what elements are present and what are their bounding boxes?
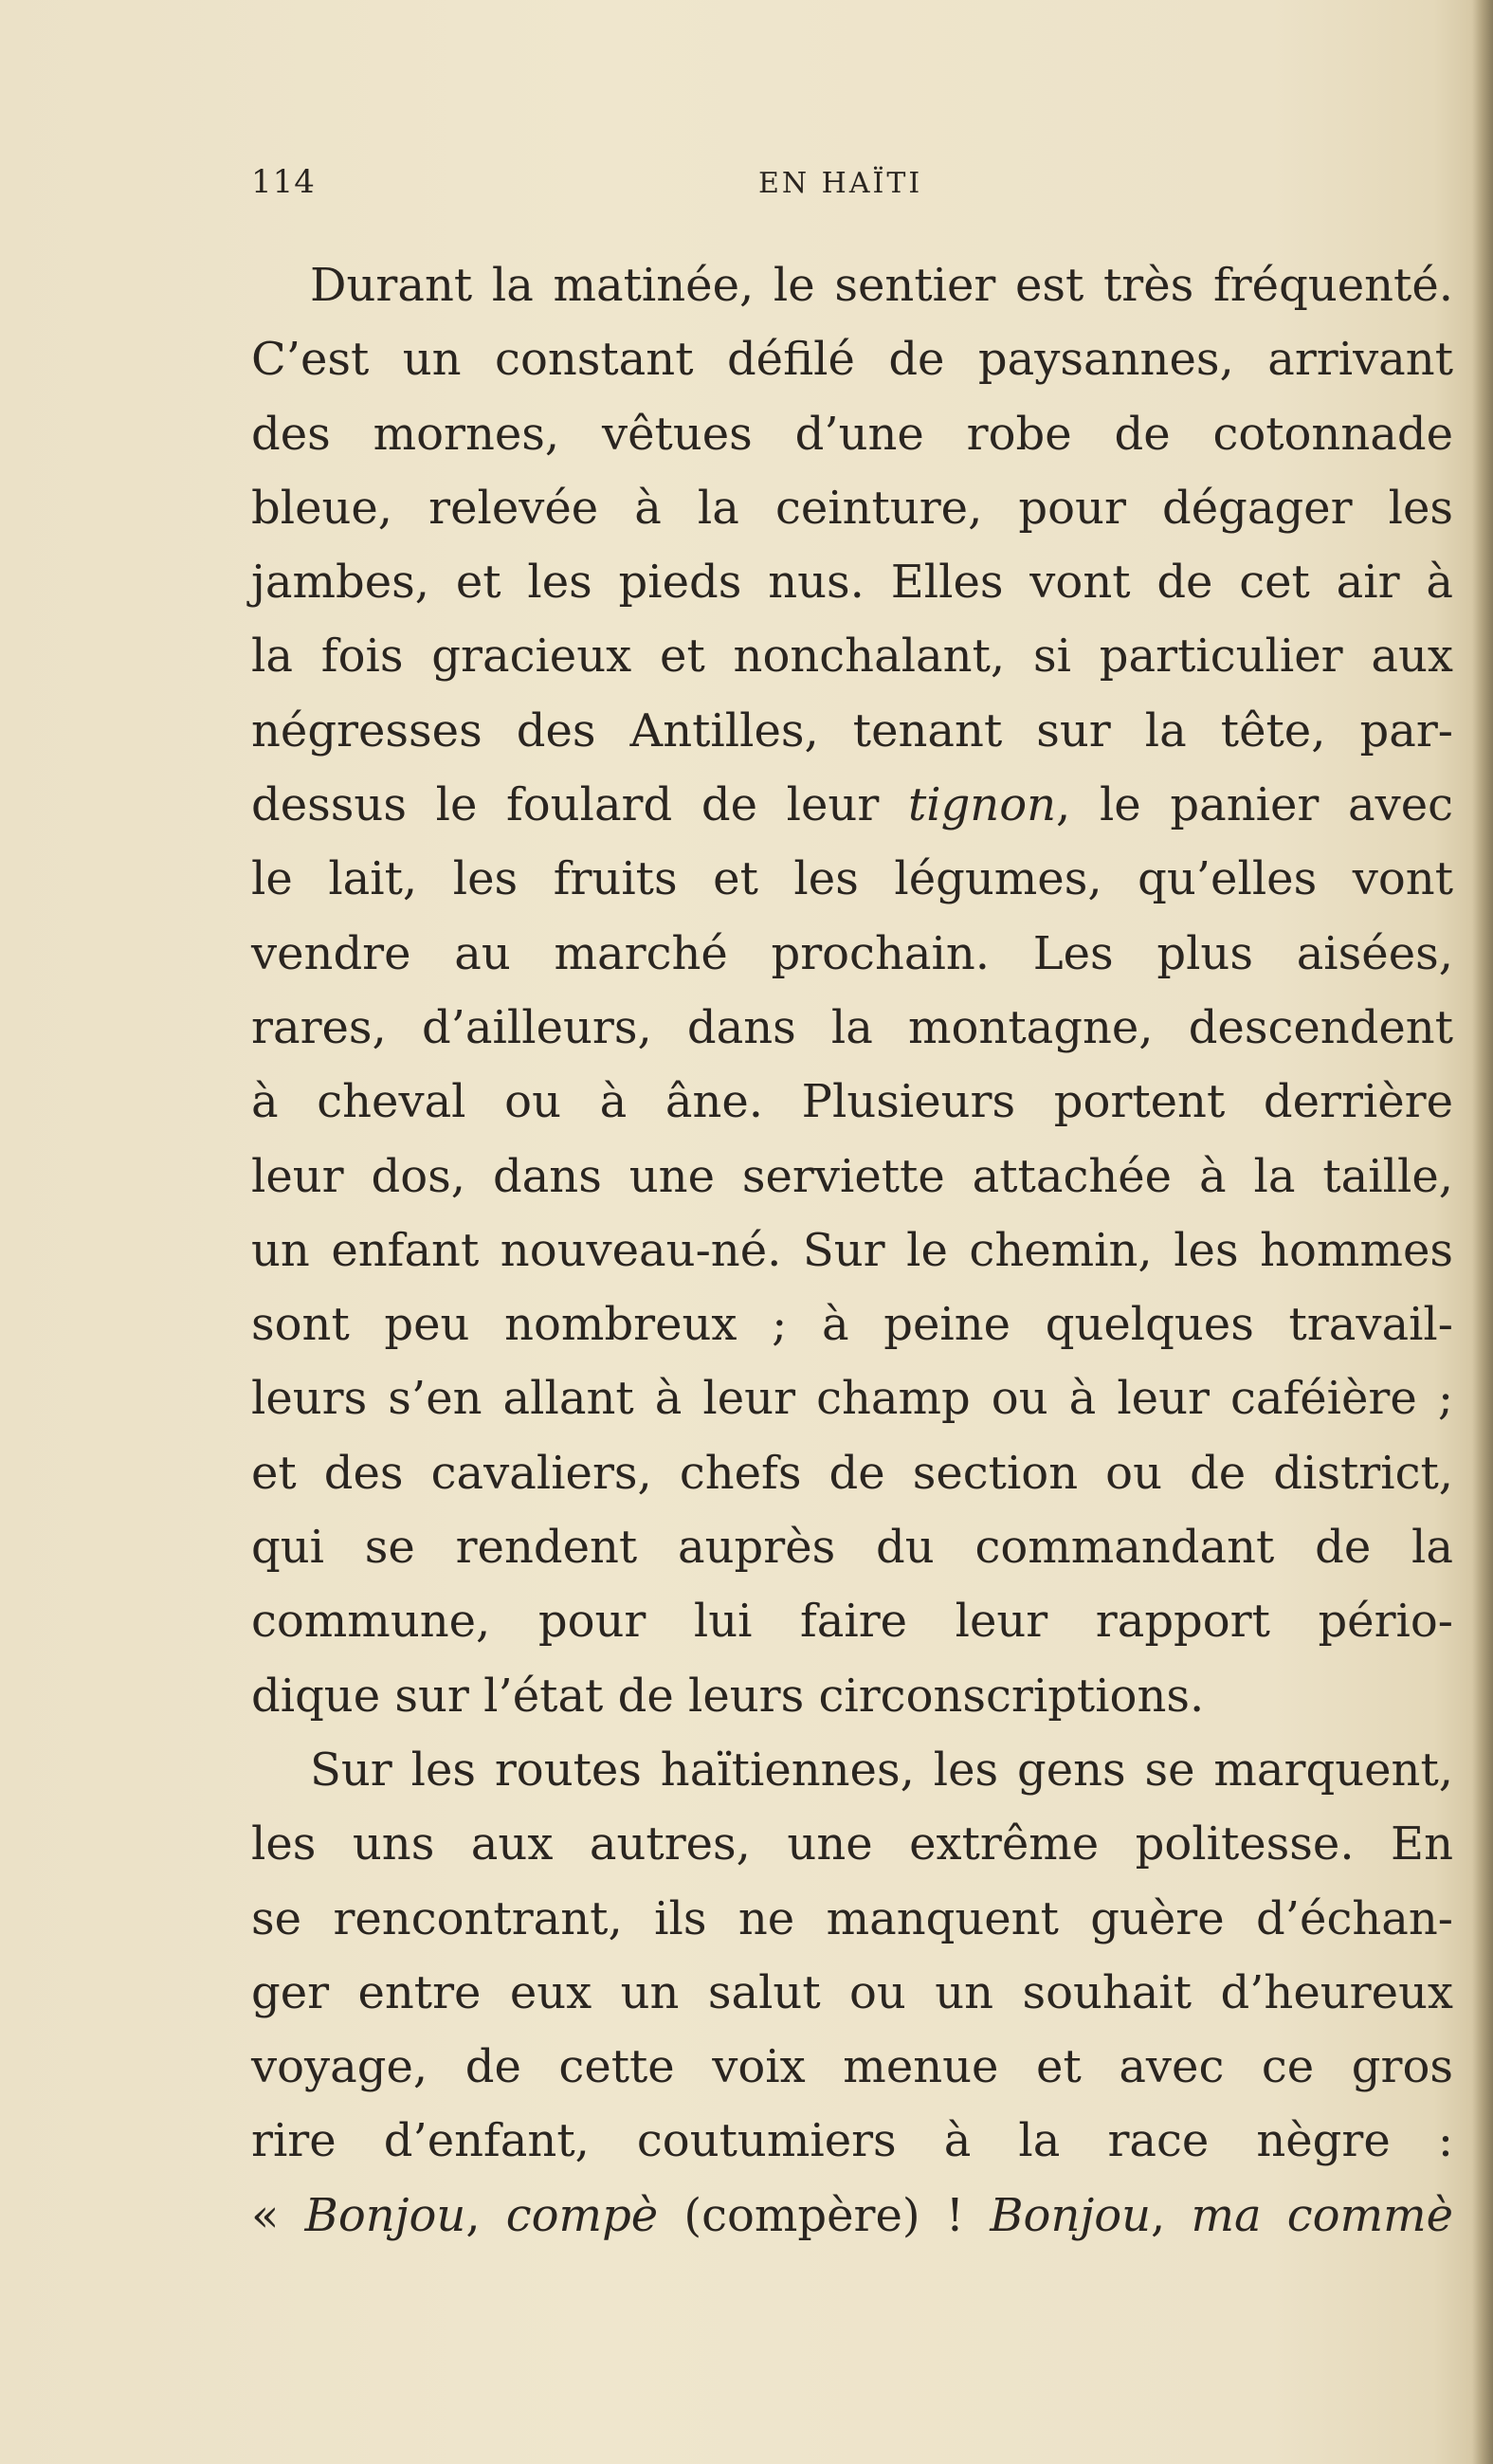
text-line: et des cavaliers, chefs de section ou de district, [251, 1446, 1453, 1500]
text-line: voyage, de cette voix menue et avec ce gros [251, 2040, 1453, 2094]
text-segment: , [465, 2188, 506, 2242]
text-line: des mornes, vêtues d’une robe de cotonnade [251, 407, 1453, 461]
italic-word: Bonjou [304, 2188, 466, 2242]
text-line: bleue, relevée à la ceinture, pour dégager les [251, 481, 1453, 535]
text-line: rire d’enfant, coutumiers à la race nègre : [251, 2114, 1453, 2168]
text-line: leurs s’en allant à leur champ ou à leur caféière ; [251, 1372, 1453, 1426]
text-segment: dessus le foulard de leur [251, 778, 908, 832]
italic-word: compè [505, 2188, 659, 2242]
text-line: la fois gracieux et nonchalant, si particulier aux [251, 630, 1453, 684]
text-line: à cheval ou à âne. Plusieurs portent derrière [251, 1075, 1453, 1129]
text-line: C’est un constant défilé de paysannes, arrivant [251, 333, 1453, 387]
text-line: jambes, et les pieds nus. Elles vont de cet air à [251, 556, 1453, 610]
body-text [251, 248, 1453, 2253]
text-line: vendre au marché prochain. Les plus aisées, [251, 926, 1453, 980]
italic-word: Bonjou [990, 2188, 1152, 2242]
italic-word: tignon [907, 778, 1057, 832]
text-line: rares, d’ailleurs, dans la montagne, descendent [251, 1000, 1453, 1054]
text-line: un enfant nouveau-né. Sur le chemin, les hommes [251, 1223, 1453, 1277]
text-segment: , le panier avec [1056, 778, 1453, 832]
text-line: leur dos, dans une serviette attachée à la taille, [251, 1149, 1453, 1203]
text-line: commune, pour lui faire leur rapport pério- [251, 1595, 1453, 1649]
text-line: Durant la matinée, le sentier est très fréquenté. [310, 259, 1453, 312]
running-title: EN HAÏTI [758, 167, 923, 200]
text-line: ger entre eux un salut ou un souhait d’heureux [251, 1965, 1453, 2019]
page-header [251, 163, 1455, 210]
page-edge-shadow [1472, 0, 1493, 2464]
text-segment: « [251, 2188, 305, 2242]
text-line: Sur les routes haïtiennes, les gens se marquent, [310, 1743, 1453, 1797]
italic-word: ma commè [1191, 2188, 1454, 2242]
text-line-with-italic [251, 768, 1453, 842]
text-line: négresses des Antilles, tenant sur la tête, par- [251, 703, 1453, 757]
text-line: dique sur l’état de leurs circonscriptions. [251, 1669, 1205, 1723]
text-segment: (compère) ! [658, 2188, 991, 2242]
text-line: sont peu nombreux ; à peine quelques travail- [251, 1298, 1453, 1352]
text-line: le lait, les fruits et les légumes, qu’elles vont [251, 852, 1453, 906]
page-number: 114 [251, 163, 316, 201]
text-line-with-italic [251, 2179, 1453, 2253]
text-line: qui se rendent auprès du commandant de la [251, 1521, 1453, 1575]
text-line: se rencontrant, ils ne manquent guère d’échan- [251, 1891, 1453, 1945]
text-line: les uns aux autres, une extrême politesse. En [251, 1817, 1453, 1871]
text-segment: , [1151, 2188, 1192, 2242]
